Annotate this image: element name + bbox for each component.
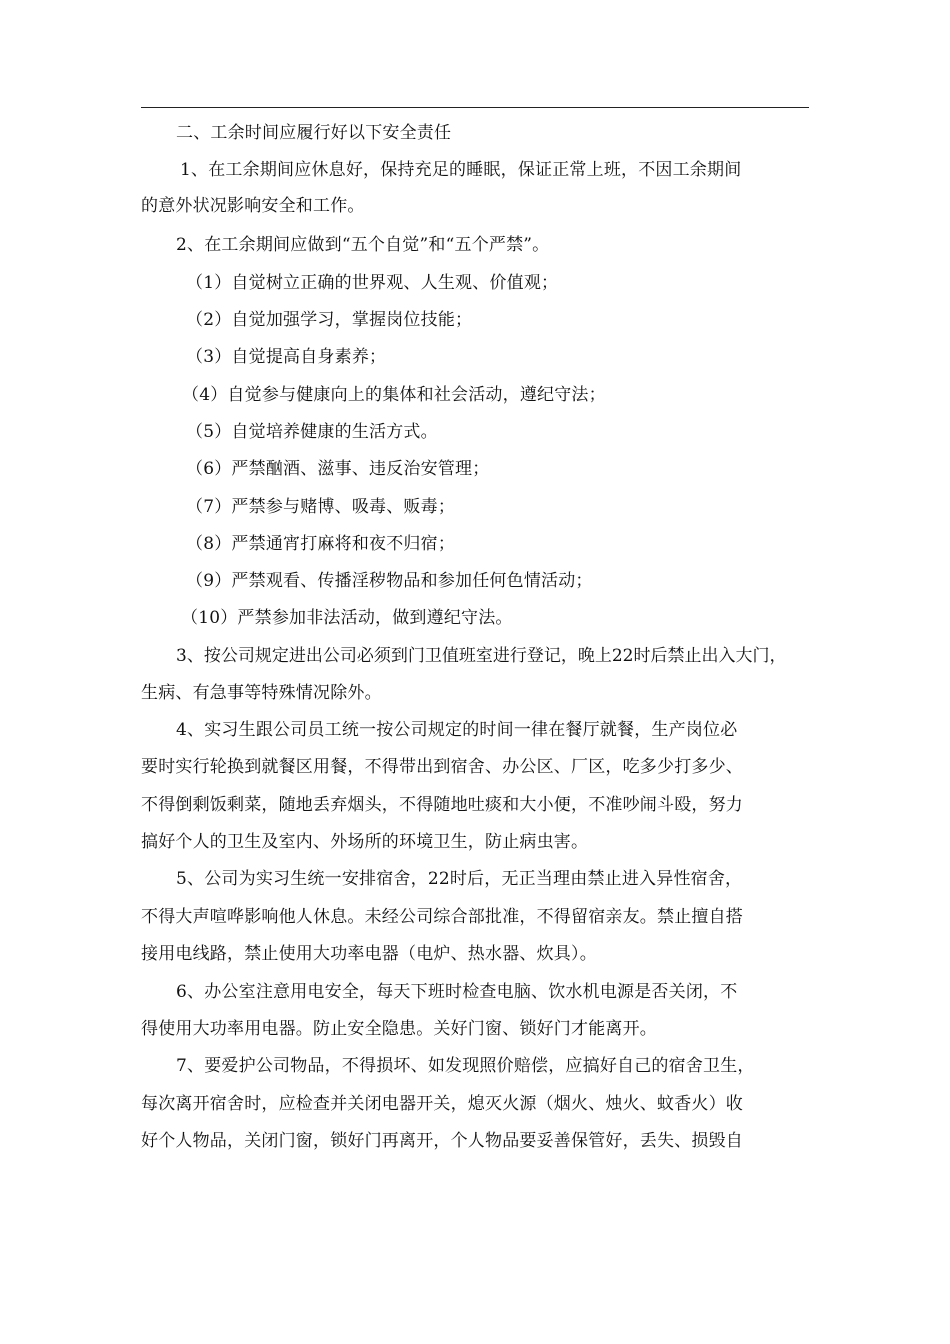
item3-line1: 3、按公司规定进出公司必须到门卫值班室进行登记，晚上22时后禁止出入大门，	[176, 646, 787, 666]
sub-item-10: （10）严禁参加非法活动，做到遵纪守法。	[181, 608, 513, 628]
item5-line1: 5、公司为实习生统一安排宿舍，22时后，无正当理由禁止进入异性宿舍，	[176, 869, 743, 889]
item3-line2: 生病、有急事等特殊情况除外。	[141, 683, 382, 703]
item1-line1: 1、在工余期间应休息好，保持充足的睡眠，保证正常上班，不因工余期间	[180, 160, 742, 180]
sub-item-3: （3）自觉提高自身素养；	[186, 347, 387, 367]
item4-line4: 搞好个人的卫生及室内、外场所的环境卫生，防止病虫害。	[141, 832, 589, 852]
item6-line2: 得使用大功率用电器。防止安全隐患。关好门窗、锁好门才能离开。	[141, 1019, 657, 1039]
sub-item-6: （6）严禁酗酒、滋事、违反治安管理；	[186, 459, 490, 479]
item7-line3: 好个人物品，关闭门窗，锁好门再离开，个人物品要妥善保管好，丢失、损毁自	[141, 1131, 743, 1151]
sub-item-4: （4）自觉参与健康向上的集体和社会活动，遵纪守法；	[182, 385, 606, 405]
item1-line2: 的意外状况影响安全和工作。	[141, 196, 365, 216]
item5-line3: 接用电线路，禁止使用大功率电器（电炉、热水器、炊具）。	[141, 944, 597, 964]
item7-line1: 7、要爱护公司物品，不得损坏、如发现照价赔偿，应搞好自己的宿舍卫生，	[176, 1056, 755, 1076]
item7-line2: 每次离开宿舍时，应检查并关闭电器开关，熄灭火源（烟火、烛火、蚊香火）收	[141, 1094, 743, 1114]
item4-line1: 4、实习生跟公司员工统一按公司规定的时间一律在餐厅就餐，生产岗位必	[176, 720, 738, 740]
section-heading: 二、工余时间应履行好以下安全责任	[176, 123, 452, 143]
item4-line2: 要时实行轮换到就餐区用餐，不得带出到宿舍、办公区、厂区，吃多少打多少、	[141, 757, 743, 777]
sub-item-5: （5）自觉培养健康的生活方式。	[186, 422, 438, 442]
sub-item-9: （9）严禁观看、传播淫秽物品和参加任何色情活动；	[186, 571, 593, 591]
item4-line3: 不得倒剩饭剩菜，随地丢弃烟头，不得随地吐痰和大小便，不准吵闹斗殴，努力	[141, 795, 743, 815]
header-rule	[141, 107, 809, 108]
item5-line2: 不得大声喧哗影响他人休息。未经公司综合部批准，不得留宿亲友。禁止擅自搭	[141, 907, 743, 927]
sub-item-8: （8）严禁通宵打麻将和夜不归宿；	[186, 534, 456, 554]
sub-item-7: （7）严禁参与赌博、吸毒、贩毒；	[186, 497, 456, 517]
item6-line1: 6、办公室注意用电安全，每天下班时检查电脑、饮水机电源是否关闭，不	[176, 982, 738, 1002]
sub-item-2: （2）自觉加强学习，掌握岗位技能；	[186, 310, 473, 330]
sub-item-1: （1）自觉树立正确的世界观、人生观、价值观；	[186, 273, 559, 293]
item2-line: 2、在工余期间应做到“五个自觉”和“五个严禁”。	[176, 235, 550, 255]
